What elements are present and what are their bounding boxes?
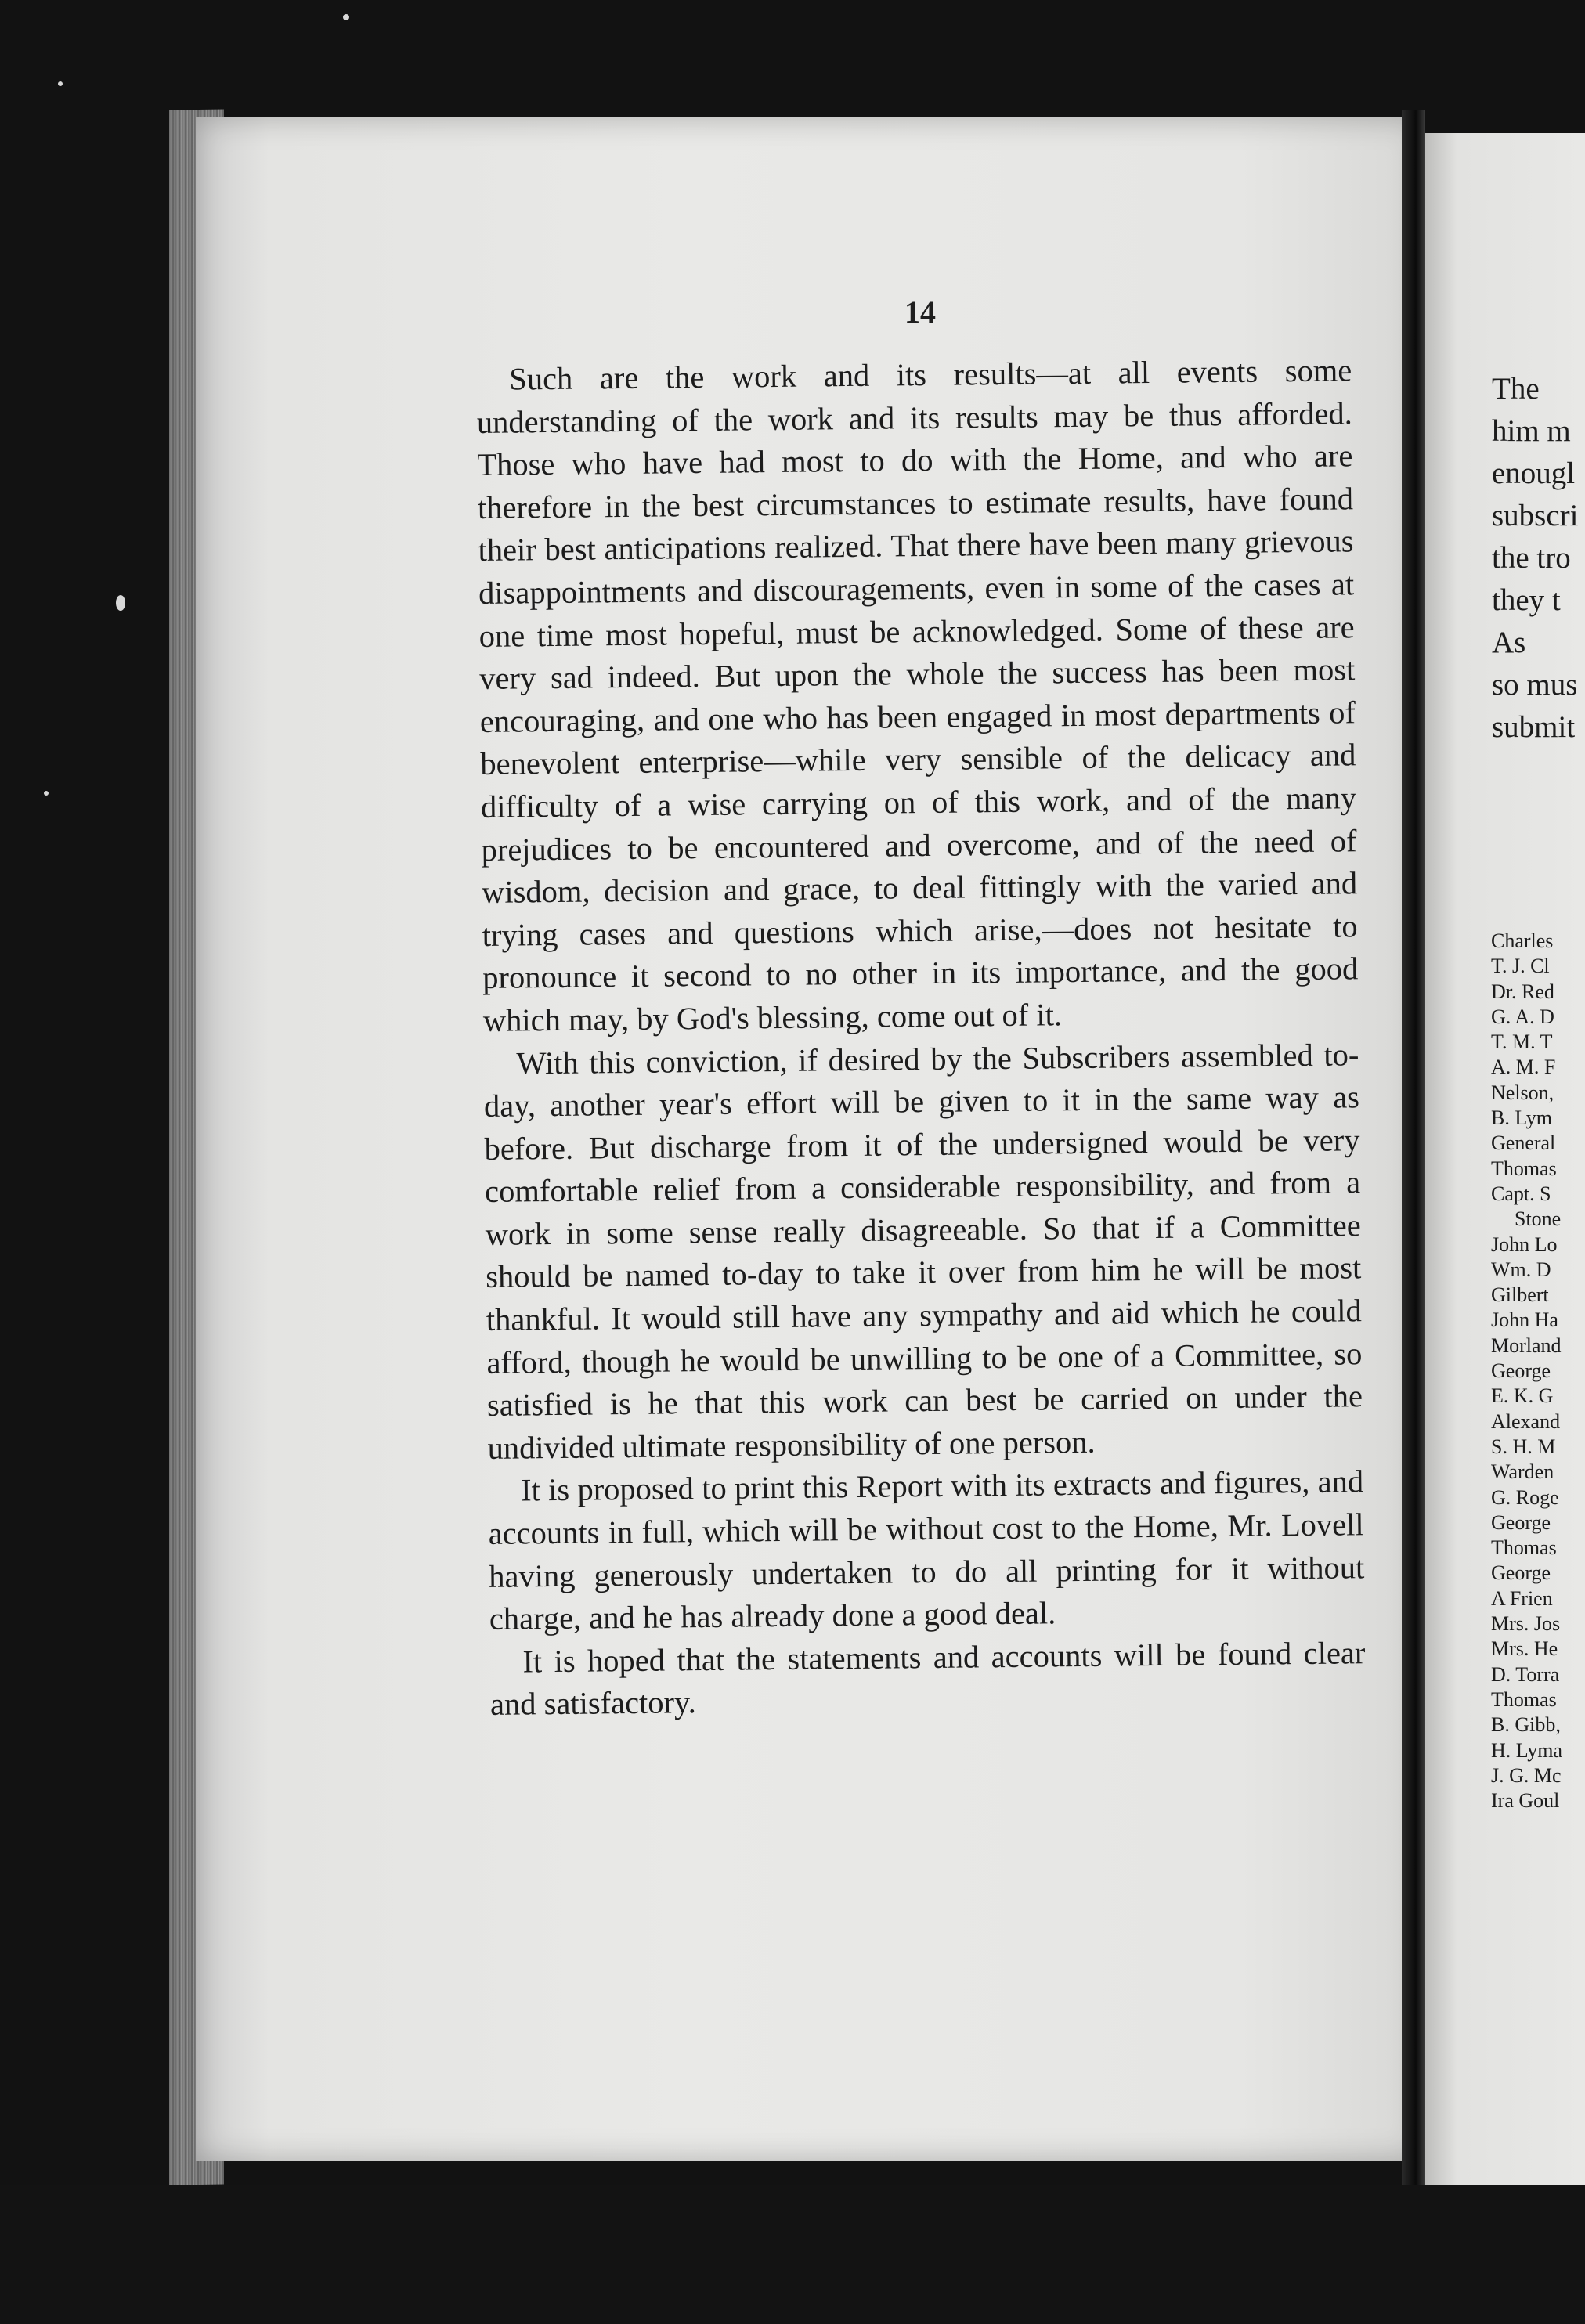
name-entry: General [1491, 1131, 1556, 1155]
name-entry: Ira Goul [1491, 1789, 1560, 1813]
page-number: 14 [904, 294, 936, 330]
facing-line: submit [1492, 710, 1576, 744]
scan-background [0, 2185, 1585, 2324]
name-entry: G. A. D [1491, 1005, 1554, 1028]
name-entry: Stone [1515, 1207, 1562, 1231]
name-entry: Charles [1491, 929, 1554, 952]
name-entry: E. K. G [1491, 1384, 1554, 1408]
facing-line: subscri [1492, 499, 1579, 532]
name-entry: Nelson, [1491, 1081, 1554, 1104]
facing-line: so mus [1492, 668, 1578, 702]
name-entry: T. M. T [1491, 1030, 1553, 1054]
page-body-text [476, 349, 1366, 1727]
paragraph: With this conviction, if desired by the Subscribers assembled to-day, another year's effort will be given to it in the same way as before. But discharge from it of the undersigned would be very comfortable relief from a considerable responsibility, and from a work in some sense really disagreeable. So that if a Committee should be named to-day to take it over from him he will be most thankful. It would still have any sympathy and aid which he could afford, though he would be unwilling to be one of a Committee, so satisfied is he that this work can best be carried on under the undivided ultimate responsibility of one person. [483, 1036, 1363, 1466]
name-entry: Dr. Red [1491, 980, 1554, 1003]
dust-speck [58, 81, 63, 86]
name-entry: Mrs. He [1491, 1637, 1558, 1661]
name-entry: B. Gibb, [1491, 1713, 1561, 1737]
name-entry: S. H. M [1491, 1434, 1556, 1458]
name-entry: Thomas [1491, 1687, 1557, 1711]
facing-line: The [1492, 372, 1540, 406]
name-entry: Thomas [1491, 1157, 1557, 1180]
name-entry: Thomas [1491, 1536, 1557, 1560]
name-entry: B. Lym [1491, 1106, 1553, 1130]
name-entry: George [1491, 1510, 1551, 1534]
name-entry: Capt. S [1491, 1182, 1551, 1205]
name-entry: John Lo [1491, 1232, 1558, 1256]
facing-line: the tro [1492, 541, 1571, 575]
facing-line: As [1492, 626, 1526, 659]
facing-line: him m [1492, 414, 1571, 448]
name-entry: J. G. Mc [1491, 1763, 1562, 1787]
name-entry: H. Lyma [1491, 1738, 1562, 1762]
name-entry: T. J. Cl [1491, 955, 1550, 978]
name-entry: Mrs. Jos [1491, 1612, 1561, 1636]
facing-line: enougl [1492, 456, 1576, 490]
dust-speck [116, 595, 125, 611]
paragraph: Such are the work and its results—at all events some understanding of the work and its results may be thus afforded. Those who have had most to do with the Home, and who are therefore in the best circumstances to estimate results, have found their best anticipations realized. That there have been many grievous disappointments and discouragements, even in some of the cases at one time most hopeful, must be acknowledged. Some of these are very sad indeed. But upon the whole the success has been most encouraging, and one who has been engaged in most departments of benevolent enterprise—while very sensible of the delicacy and difficulty of a wise carrying on of this work, and of the many prejudices to be encountered and overcome, and of the need of wisdom, decision and grace, to deal fittingly with the varied and trying cases and questions which arise,—does not hesitate to pronounce it second to no other in its importance, and the good which may, by God's blessing, come out of it. [476, 352, 1359, 1038]
name-entry: A Frien [1491, 1586, 1553, 1610]
paragraph: It is proposed to print this Report with its extracts and figures, and accounts in full, which will be without cost to the Home, Mr. Lovell having generously undertaken to do all printing for it without charge, and he has already done a good deal. [488, 1463, 1365, 1637]
name-entry: A. M. F [1491, 1056, 1556, 1079]
name-entry: Wm. D [1491, 1258, 1551, 1281]
paragraph: It is hoped that the statements and accounts will be found clear and satisfactory. [489, 1635, 1366, 1723]
name-entry: George [1491, 1561, 1551, 1585]
dust-speck [44, 791, 49, 796]
name-entry: G. Roge [1491, 1485, 1559, 1509]
name-entry: Warden [1491, 1460, 1554, 1484]
name-entry: John Ha [1491, 1308, 1558, 1332]
name-entry: George [1491, 1359, 1551, 1383]
name-entry: Morland [1491, 1333, 1562, 1357]
name-entry: D. Torra [1491, 1662, 1560, 1686]
facing-line: they t [1492, 583, 1561, 617]
dust-speck [343, 14, 349, 20]
name-entry: Alexand [1491, 1409, 1561, 1433]
book-gutter [1402, 110, 1425, 2192]
name-entry: Gilbert [1491, 1283, 1549, 1307]
facing-page-name-list [1491, 929, 1585, 1813]
facing-page-text [1492, 368, 1585, 749]
